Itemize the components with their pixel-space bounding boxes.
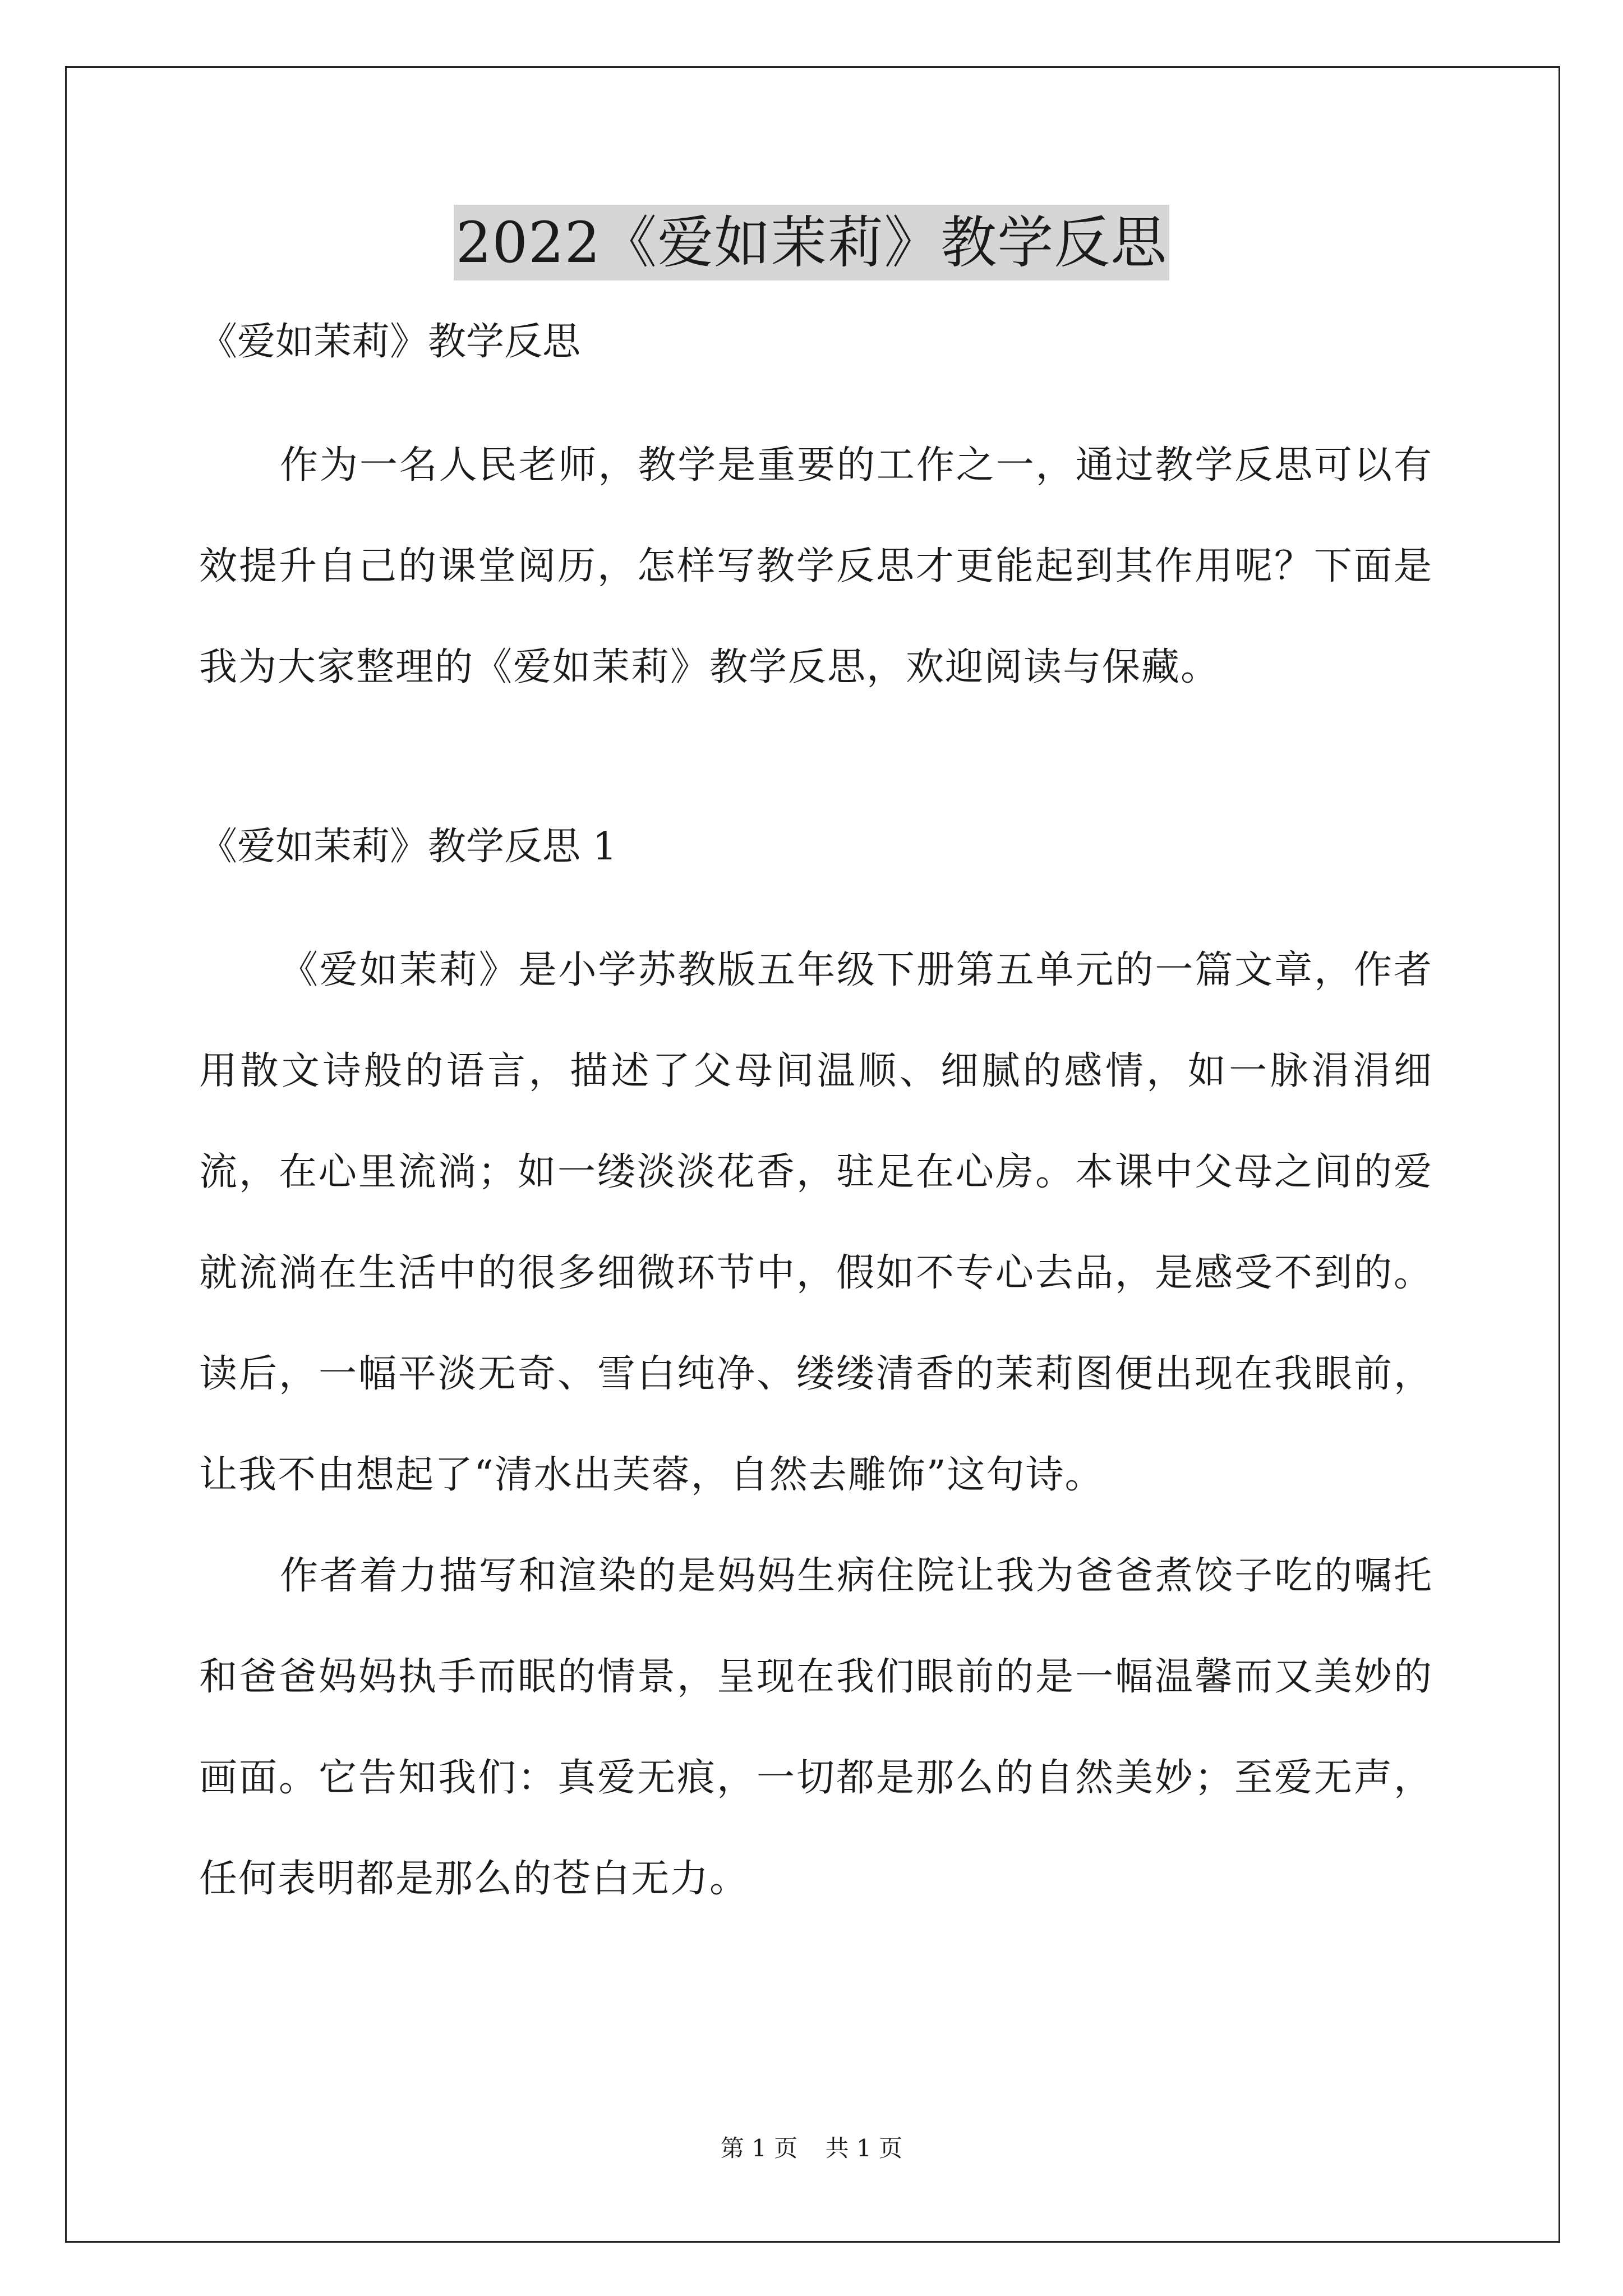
- section1-paragraph-2: 作者着力描写和渲染的是妈妈生病住院让我为爸爸煮饺子吃的嘱托和爸爸妈妈执手而眠的情景，呈现在我们眼前的是一幅温馨而又美妙的画面。它告知我们：真爱无痕，一切都是那么的自然美妙；至爱无声，任何表明都是那么的苍白无力。: [199, 1554, 1433, 1901]
- title-container: [0, 205, 1623, 280]
- intro-heading: 《爱如茉莉》教学反思: [199, 320, 581, 364]
- intro-paragraph: 作为一名人民老师，教学是重要的工作之一，通过教学反思可以有效提升自己的课堂阅历，怎样写教学反思才更能起到其作用呢？下面是我为大家整理的《爱如茉莉》教学反思，欢迎阅读与保藏。: [199, 443, 1433, 689]
- document-body: [199, 314, 1433, 1930]
- page-number: 第 1 页: [720, 2134, 798, 2162]
- page-total: 共 1 页: [825, 2134, 903, 2162]
- document-title: 2022《爱如茉莉》教学反思: [454, 205, 1170, 280]
- page-footer: [0, 2132, 1623, 2165]
- section1-paragraph-1: 《爱如茉莉》是小学苏教版五年级下册第五单元的一篇文章，作者用散文诗般的语言，描述了父母间温顺、细腻的感情，如一脉涓涓细流，在心里流淌；如一缕淡淡花香，驻足在心房。本课中父母之间的爱就流淌在生活中的很多细微环节中，假如不专心去品，是感受不到的。读后，一幅平淡无奇、雪白纯净、缕缕清香的茉莉图便出现在我眼前，让我不由想起了“清水出芙蓉，自然去雕饰”这句诗。: [199, 948, 1433, 1497]
- section1-heading: 《爱如茉莉》教学反思 1: [199, 825, 617, 869]
